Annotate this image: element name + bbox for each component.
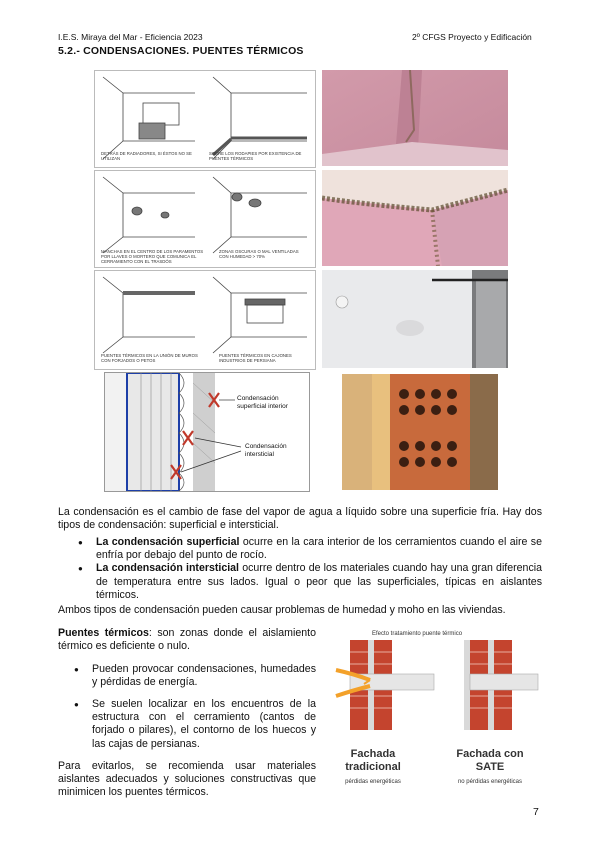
- section-title: 5.2.- CONDENSACIONES. PUENTES TÉRMICOS: [58, 45, 304, 57]
- wall-section-diagram: [104, 372, 310, 492]
- caption-forjados: PUENTES TÉRMICOS EN LA UNIÓN DE MUROS CON FORJADOS O PETOS: [101, 353, 198, 364]
- both-types-paragraph: Ambos tipos de condensación pueden causar problemas de humedad y moho en las viviendas.: [58, 604, 506, 616]
- facade-figure-title: Efecto tratamiento puente térmico: [372, 631, 463, 637]
- header-right: 2º CFGS Proyecto y Edificación: [412, 32, 532, 42]
- photo-window: [322, 270, 508, 368]
- label-line: Fachada: [350, 748, 396, 760]
- wall-section-drawing: [105, 373, 309, 491]
- photo-mold: [322, 170, 508, 266]
- condensation-types-list: [78, 536, 542, 602]
- term-puentes: Puentes térmicos: [58, 627, 149, 639]
- label-line: SATE: [475, 761, 505, 773]
- puentes-definition: [58, 627, 316, 653]
- label-no-perdidas: no pérdidas energéticas: [457, 779, 523, 785]
- label-fachada-sate: [442, 748, 538, 774]
- label-condensacion-intersticial: Condensación intersticial: [245, 443, 287, 458]
- caption-radiador: DETRÁS DE RADIADORES, SI ÉSTOS NO SE UTILIZAN: [101, 151, 192, 162]
- label-condensacion-superficial: Condensación superficial interior: [237, 395, 288, 410]
- list-item: [78, 562, 542, 602]
- label-line: tradicional: [345, 761, 401, 773]
- label-fachada-tradicional: [330, 748, 416, 774]
- diagram-manchas-zonas: [94, 170, 316, 268]
- caption-manchas: MANCHAS EN EL CENTRO DE LOS PARAMENTOS POR LLAVES O MORTERO QUE COMUNICA EL CERRAMIENTO CON EL TRASDÓS: [101, 249, 204, 265]
- photo-damp-corner: [322, 70, 508, 166]
- puentes-definition-text: : son zonas donde el aislamiento térmico es deficiente o nulo.: [58, 627, 316, 653]
- list-item: ● Se suelen localizar en los encuentros de la estructura con el cerramiento (cantos de forjado o pilares), el contorno de los huecos y las cajas de persianas.: [74, 698, 316, 751]
- text-intersticial: ocurre dentro de los materiales cuando hay una gran diferencia de temperatura entre sus lados. Igual o peor que las superficiales, típicas en aislantes térmicos.: [96, 562, 542, 601]
- text-superficial: ocurre en la cara interior de los cerramientos cuando el aire se enfría por debajo del punto de rocío.: [96, 536, 542, 562]
- intro-paragraph: La condensación es el cambio de fase del vapor de agua a líquido sobre una superficie fría. Hay dos tipos de condensación: superficial e intersticial.: [58, 506, 542, 532]
- puentes-list-2: [74, 698, 316, 751]
- label-perdidas: pérdidas energéticas: [345, 779, 401, 785]
- header-left: I.E.S. Miraya del Mar - Eficiencia 2023: [58, 32, 203, 42]
- photo-mold-ceiling: [322, 170, 508, 266]
- caption-persiana: PUENTES TÉRMICOS EN CAJONES INDUSTRIOS DE PERSIANA: [219, 353, 292, 364]
- list-item: ● Pueden provocar condensaciones, humedades y pérdidas de energía.: [74, 663, 316, 689]
- term-intersticial: La condensación intersticial: [96, 562, 239, 575]
- photo-pink-wall: [322, 70, 508, 166]
- page-number: 7: [533, 806, 539, 818]
- caption-zonas: ZONAS OSCURAS O MAL VENTILADAS CON HUMEDAD > 70%: [219, 249, 299, 260]
- label-line: Fachada con: [456, 748, 524, 760]
- puentes-list: [74, 663, 316, 689]
- term-superficial: La condensación superficial: [96, 536, 240, 548]
- caption-rodapies: SOBRE LOS RODAPIES POR EXISTENCIA DE PUENTES TÉRMICOS: [209, 151, 302, 162]
- photo-window-wall: [322, 270, 508, 368]
- list-item: [78, 536, 542, 562]
- photo-brick-wall: [342, 374, 498, 490]
- facade-figure: [330, 628, 542, 796]
- diagram-forjados-persiana: [94, 270, 316, 370]
- puentes-closing: Para evitarlos, se recomienda usar materiales aislantes adecuados y soluciones constructivas que minimicen los puentes térmicos.: [58, 760, 316, 799]
- photo-bricks: [342, 374, 498, 490]
- diagram-radiador-rodapies: [94, 70, 316, 168]
